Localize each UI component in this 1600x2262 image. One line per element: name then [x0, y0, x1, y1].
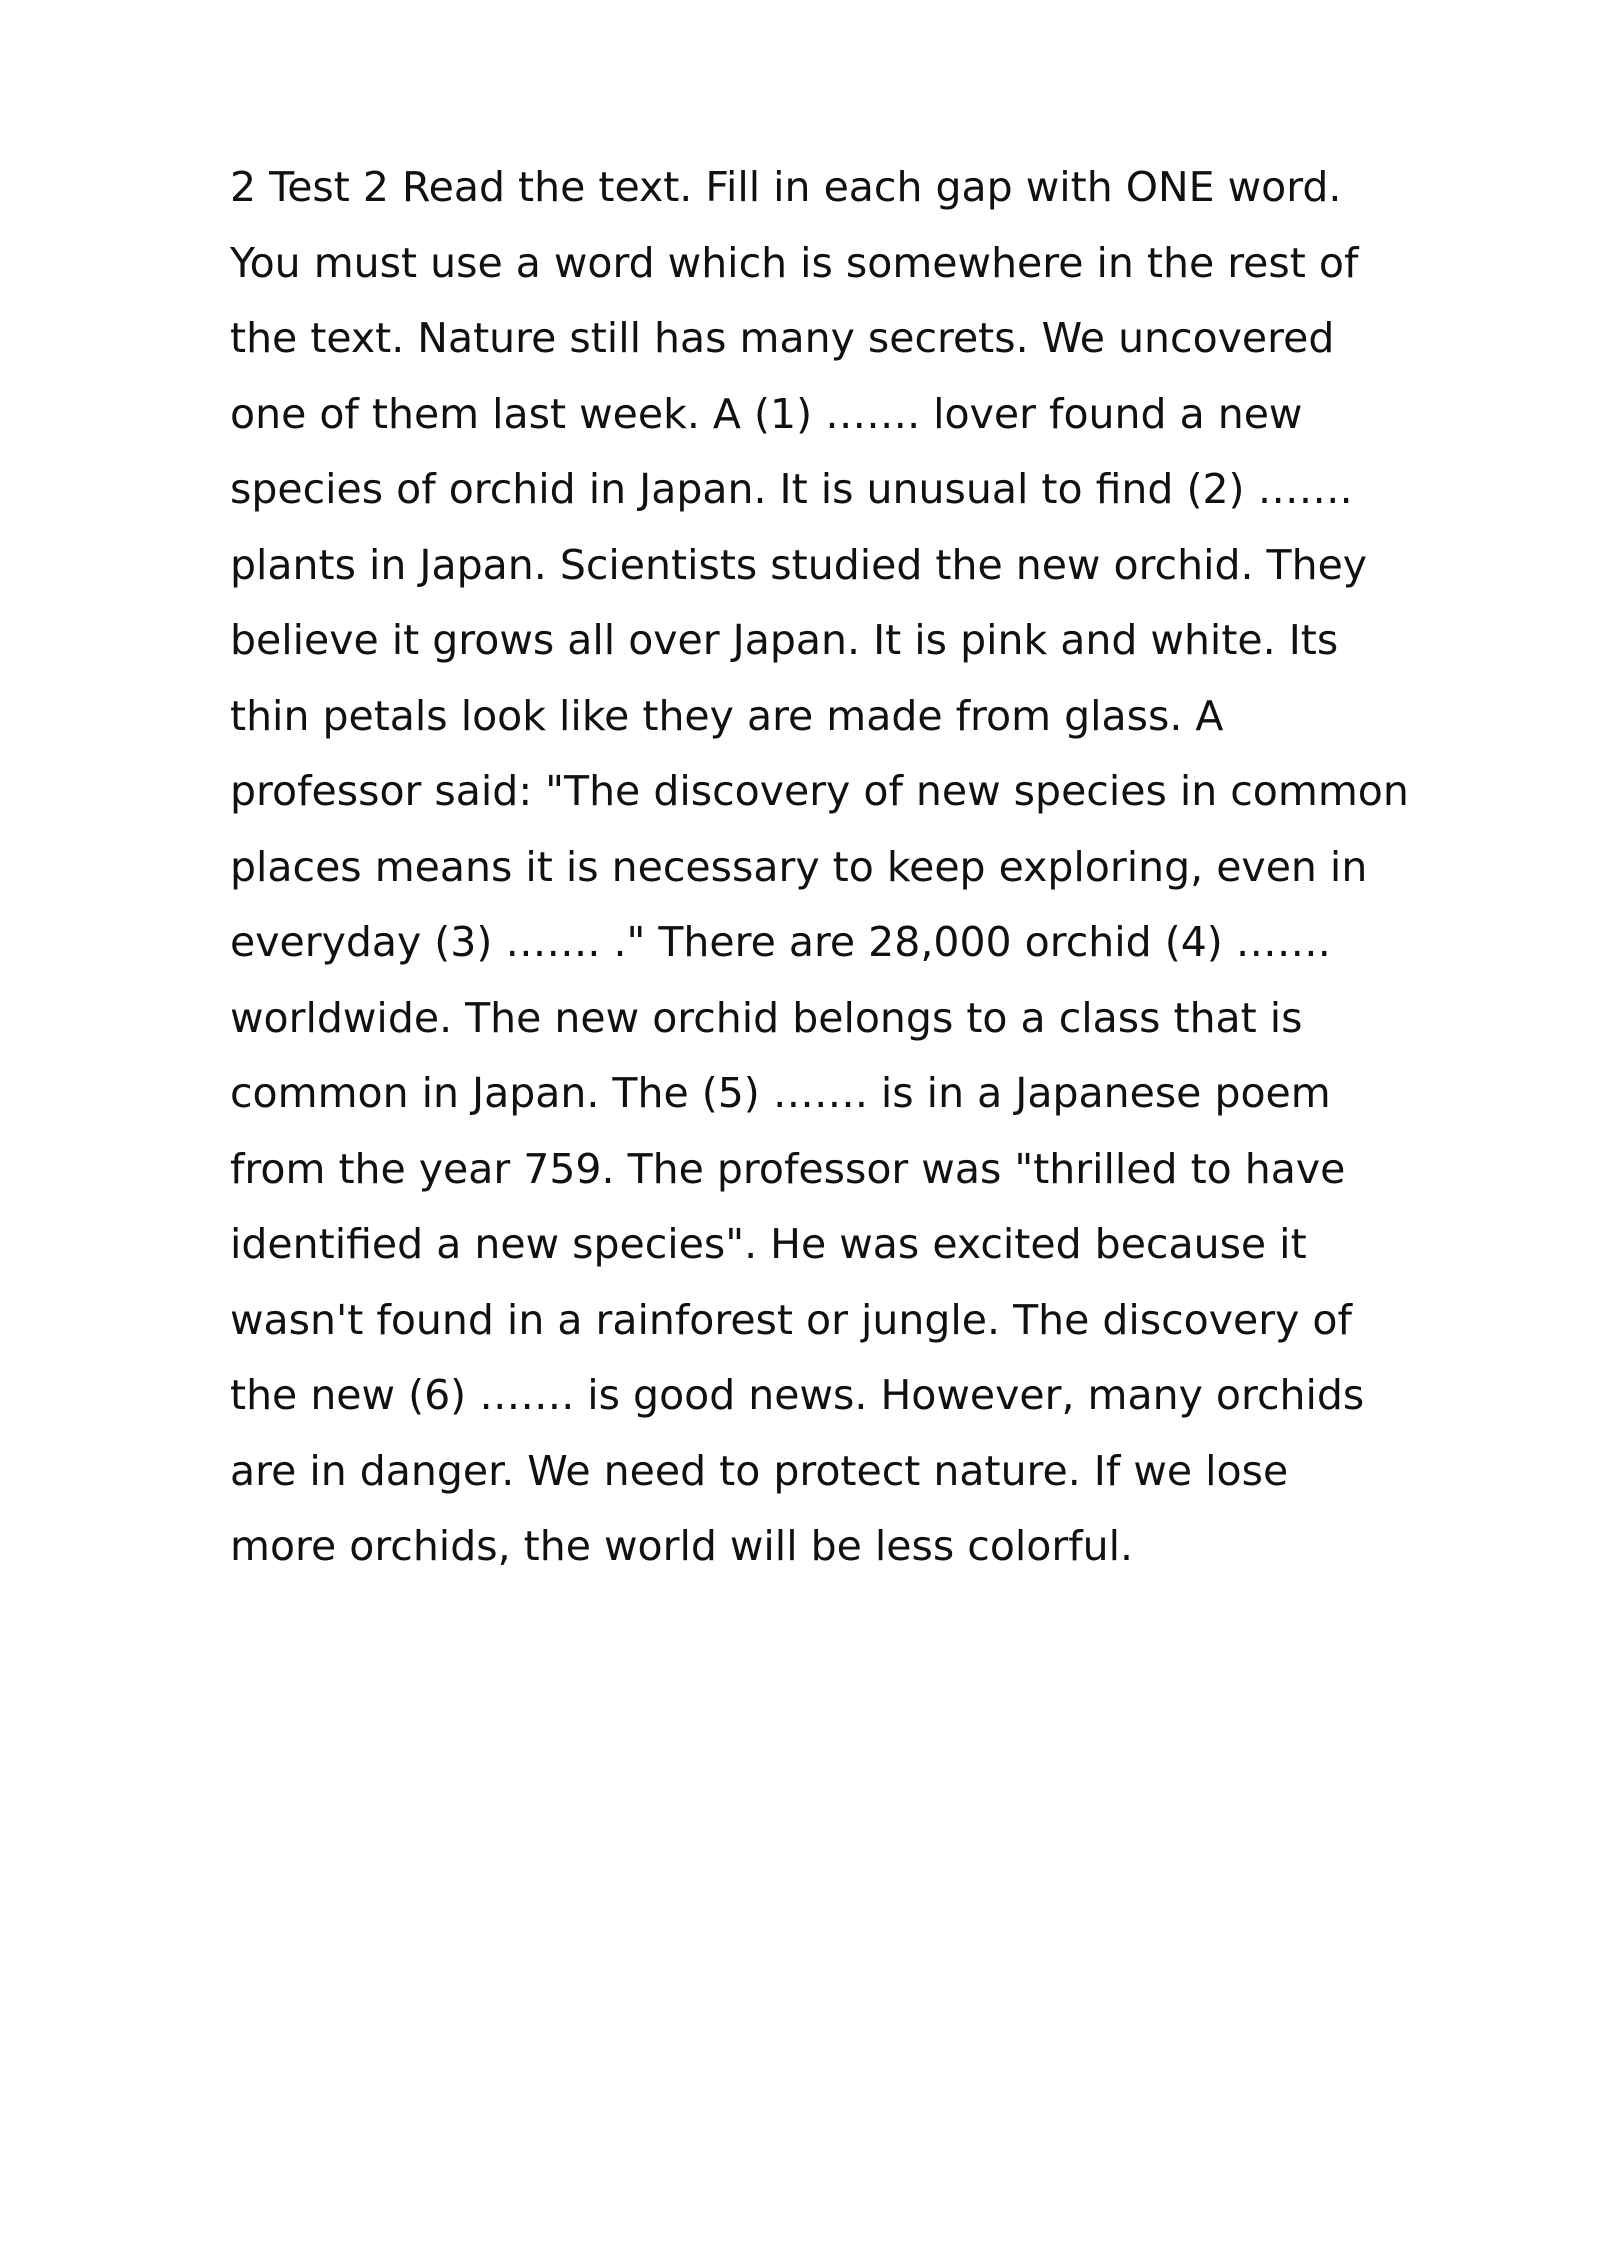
text-line: thin petals look like they are made from glass. A: [230, 691, 1224, 740]
text-line: professor said: "The discovery of new species in common: [230, 767, 1409, 815]
text-line: from the year 759. The professor was "thrilled to have: [230, 1144, 1346, 1193]
text-line: species of orchid in Japan. It is unusual to find (2) …….: [230, 465, 1353, 513]
text-line: everyday (3) ……. ." There are 28,000 orchid (4) …….: [230, 918, 1331, 966]
text-line: wasn't found in a rainforest or jungle. The discovery of: [230, 1295, 1352, 1344]
text-line: believe it grows all over Japan. It is pink and white. Its: [230, 616, 1339, 664]
text-line: 2 Test 2 Read the text. Fill in each gap with ONE word.: [230, 163, 1342, 211]
text-line: one of them last week. A (1) ……. lover found a new: [230, 389, 1303, 438]
text-line: common in Japan. The (5) ……. is in a Japanese poem: [230, 1069, 1331, 1117]
text-line: are in danger. We need to protect nature. If we lose: [230, 1446, 1289, 1495]
exercise-text: [230, 150, 1520, 1585]
text-line: the new (6) ……. is good news. However, many orchids: [230, 1371, 1365, 1419]
text-line: worldwide. The new orchid belongs to a class that is: [230, 993, 1303, 1042]
text-line: more orchids, the world will be less colorful.: [230, 1522, 1134, 1570]
text-line: plants in Japan. Scientists studied the new orchid. They: [230, 540, 1368, 589]
text-line: places means it is necessary to keep exploring, even in: [230, 842, 1368, 891]
text-line: the text. Nature still has many secrets. We uncovered: [230, 314, 1335, 362]
text-line: identified a new species". He was excited because it: [230, 1220, 1307, 1268]
text-line: You must use a word which is somewhere in the rest of: [230, 238, 1359, 287]
